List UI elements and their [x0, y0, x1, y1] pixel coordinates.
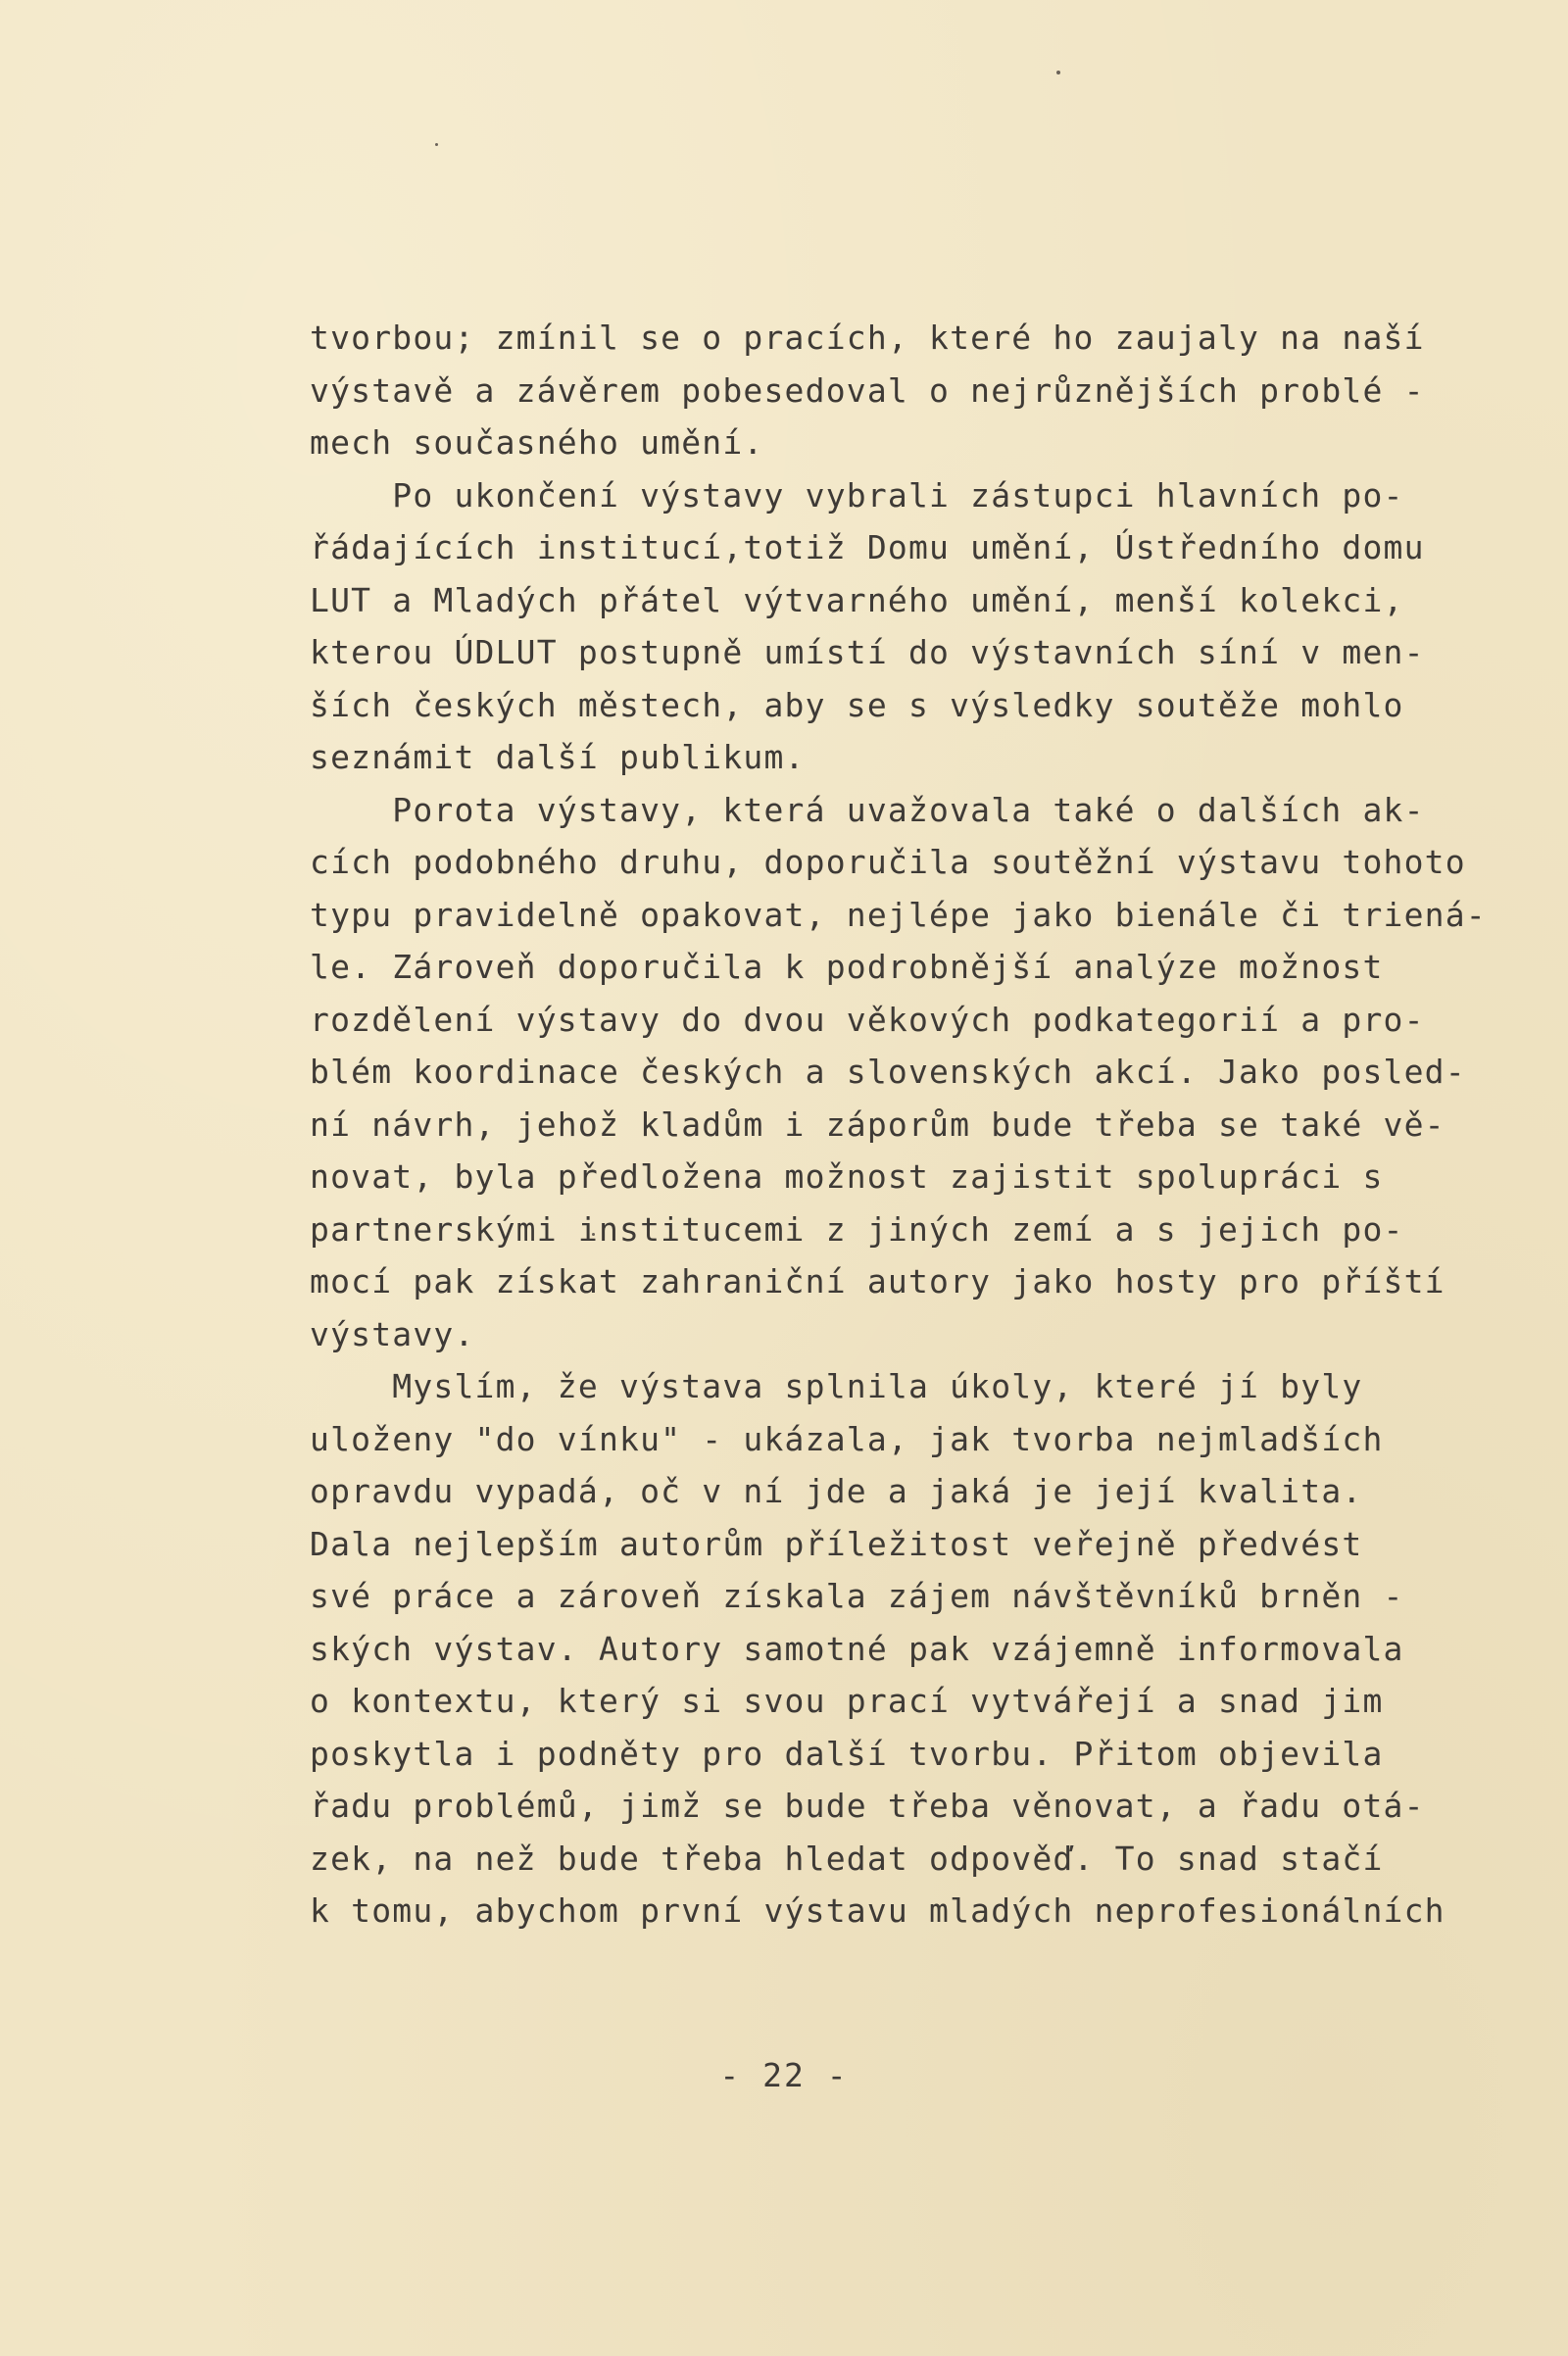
text-line: novat, byla předložena možnost zajistit spolupráci s — [310, 1157, 1384, 1196]
text-line: řadu problémů, jimž se bude třeba věnovat, a řadu otá- — [310, 1787, 1425, 1825]
text-line: kterou ÚDLUT postupně umístí do výstavních síní v men- — [310, 633, 1425, 671]
text-line: mocí pak získat zahraniční autory jako hosty pro příští — [310, 1262, 1446, 1301]
text-line: tvorbou; zmínil se o pracích, které ho zaujaly na naší — [310, 319, 1425, 357]
text-line: Myslím, že výstava splnila úkoly, které jí byly — [310, 1367, 1363, 1405]
text-line: LUT a Mladých přátel výtvarného umění, menší kolekci, — [310, 580, 1404, 619]
text-line: o kontextu, který si svou prací vytvářejí a snad jim — [310, 1682, 1384, 1720]
text-line: výstavy. — [310, 1314, 475, 1353]
text-line: typu pravidelně opakovat, nejlépe jako bienále či triená- — [310, 895, 1487, 934]
typed-text-body — [310, 312, 1515, 1938]
text-line: rozdělení výstavy do dvou věkových podkategorií a pro- — [310, 1000, 1425, 1039]
paper-speck — [1056, 71, 1060, 74]
text-line: ní návrh, jehož kladům i záporům bude třeba se také vě- — [310, 1104, 1446, 1144]
text-line: ších českých městech, aby se s výsledky soutěže mohlo — [310, 685, 1404, 724]
text-line: k tomu, abychom první výstavu mladých neprofesionálních — [310, 1891, 1446, 1930]
text-line: opravdu vypadá, oč v ní jde a jaká je její kvalita. — [310, 1472, 1363, 1510]
text-line: Porota výstavy, která uvažovala také o dalších ak- — [310, 790, 1425, 829]
text-line: řádajících institucí,totiž Domu umění, Ústředního domu — [310, 528, 1425, 566]
text-line: zek, na než bude třeba hledat odpověď. To snad stačí — [310, 1839, 1384, 1878]
text-line: poskytla i podněty pro další tvorbu. Přitom objevila — [310, 1734, 1384, 1773]
text-line: své práce a zároveň získala zájem návštěvníků brněn - — [310, 1577, 1404, 1615]
text-line: mech současného umění. — [310, 423, 764, 462]
text-line: Dala nejlepším autorům příležitost veřejně předvést — [310, 1524, 1363, 1563]
text-line: Po ukončení výstavy vybrali zástupci hlavních po- — [310, 475, 1404, 515]
text-line: cích podobného druhu, doporučila soutěžní výstavu tohoto — [310, 843, 1466, 881]
page-number: - 22 - — [719, 2056, 849, 2094]
text-line: partnerskými institucemi z jiných zemí a s jejich po- — [310, 1209, 1404, 1249]
text-line: ských výstav. Autory samotné pak vzájemně informovala — [310, 1629, 1404, 1668]
text-line: výstavě a závěrem pobesedoval o nejrůznějších problé - — [310, 370, 1425, 410]
text-line: uloženy "do vínku" - ukázala, jak tvorba nejmladších — [310, 1419, 1384, 1458]
paper-speck — [435, 143, 438, 146]
text-line: seznámit další publikum. — [310, 738, 806, 776]
text-line: le. Zároveň doporučila k podrobnější analýze možnost — [310, 948, 1384, 986]
text-line: blém koordinace českých a slovenských akcí. Jako posled- — [310, 1053, 1466, 1091]
